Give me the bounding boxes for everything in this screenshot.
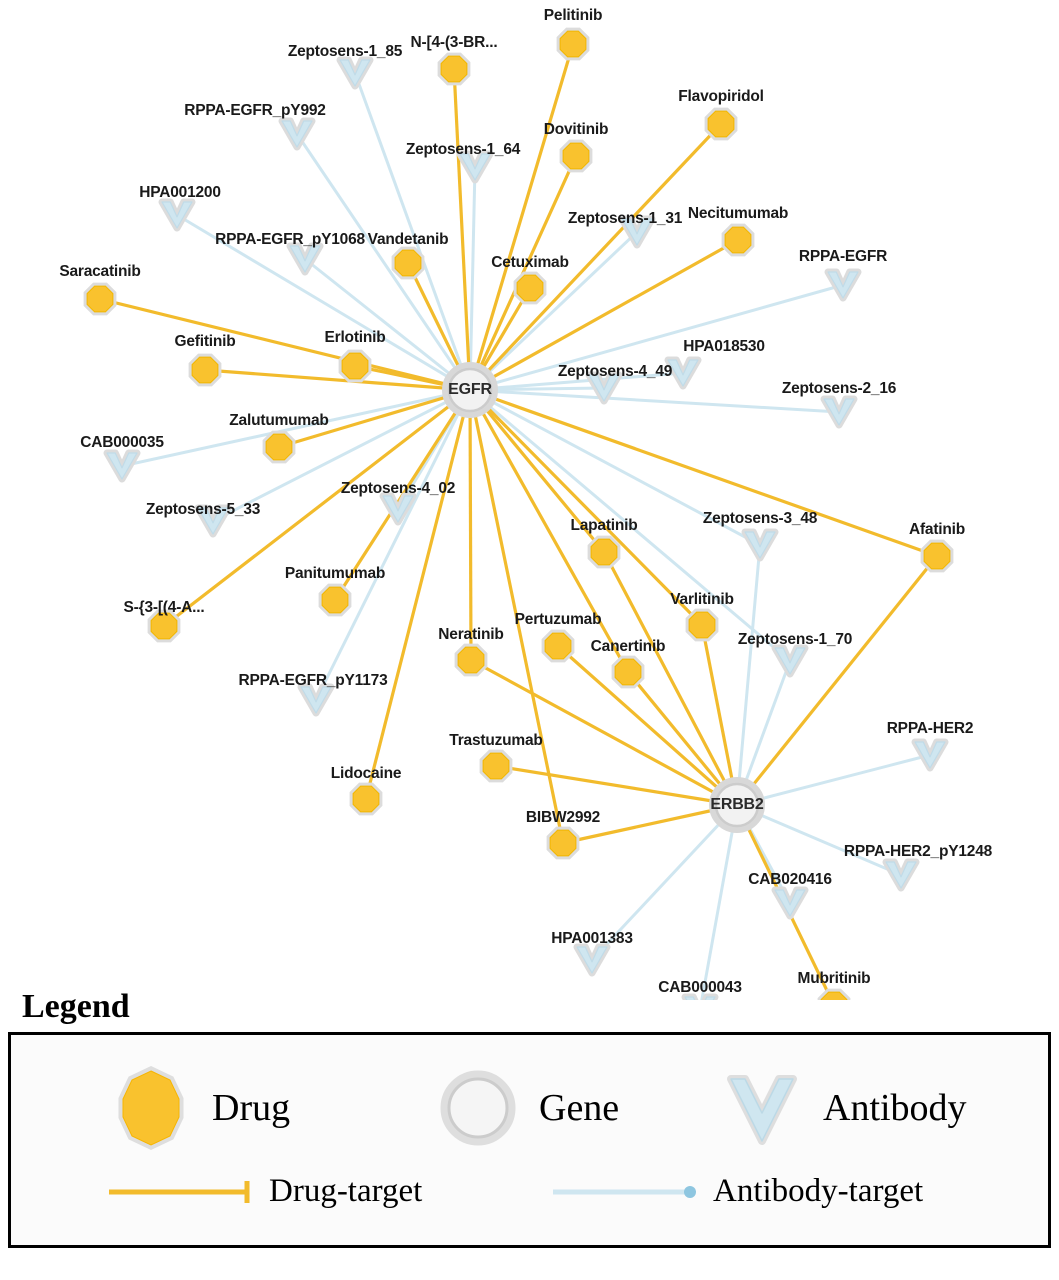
drug-node[interactable] <box>458 647 484 673</box>
drug-label: BIBW2992 <box>525 809 601 826</box>
antibody-label: CAB000043 <box>658 979 742 996</box>
drug-node[interactable] <box>689 612 715 638</box>
antibody-icon <box>717 1063 807 1153</box>
drug-node[interactable] <box>517 275 543 301</box>
drug-node[interactable] <box>924 543 950 569</box>
antibody-target-line-icon <box>551 1177 701 1207</box>
drug-label: Neratinib <box>438 626 504 643</box>
drug-label: Canertinib <box>590 638 666 655</box>
antibody-label: HPA018530 <box>683 338 765 355</box>
drug-target-line-icon <box>107 1177 257 1207</box>
antibody-label: CAB000035 <box>80 434 164 451</box>
antibody-label: RPPA-EGFR_pY1068 <box>215 231 365 248</box>
drug-node[interactable] <box>725 227 751 253</box>
antibody-label: Zeptosens-1_85 <box>287 43 403 60</box>
drug-node[interactable] <box>87 286 113 312</box>
antibody-label: RPPA-EGFR_pY1173 <box>238 672 388 689</box>
drug-label: Saracatinib <box>59 263 141 280</box>
antibody-node[interactable] <box>282 121 312 147</box>
drug-label: Necitumumab <box>687 205 789 222</box>
gene-label: EGFR <box>448 381 492 398</box>
drug-node[interactable] <box>550 830 576 856</box>
antibody-node[interactable] <box>340 60 370 86</box>
antibody-label: Zeptosens-1_64 <box>405 141 521 158</box>
antibody-label: Zeptosens-3_48 <box>702 510 818 527</box>
drug-label: Flavopiridol <box>678 88 764 105</box>
antibody-label: HPA001200 <box>139 184 221 201</box>
drug-node[interactable] <box>545 633 571 659</box>
legend-antibody-target <box>551 1173 923 1210</box>
drug-label: Dovitinib <box>543 121 609 138</box>
drug-label: Gefitinib <box>174 333 236 350</box>
legend-drug-target <box>107 1173 422 1210</box>
antibody-label: RPPA-EGFR_pY992 <box>184 102 326 119</box>
antibody-label: Zeptosens-4_49 <box>557 363 673 380</box>
drug-label: Afatinib <box>908 521 966 538</box>
drug-label: Varlitinib <box>670 591 734 608</box>
drug-label: Pertuzumab <box>514 611 602 628</box>
antibody-node[interactable] <box>162 202 192 228</box>
drug-node[interactable] <box>560 31 586 57</box>
legend-box <box>8 1032 1051 1248</box>
antibody-node[interactable] <box>577 947 607 973</box>
drug-node[interactable] <box>192 357 218 383</box>
legend-gene-label: Gene <box>539 1087 620 1129</box>
legend-antibody-label: Antibody <box>823 1087 967 1129</box>
legend-drug <box>106 1063 290 1153</box>
drug-label: S-{3-[(4-A... <box>123 599 205 616</box>
antibody-node[interactable] <box>107 453 137 479</box>
drug-node[interactable] <box>483 753 509 779</box>
drug-node[interactable] <box>441 56 467 82</box>
legend-antibody-target-label: Antibody-target <box>713 1173 924 1209</box>
drug-node[interactable] <box>615 659 641 685</box>
antibody-node[interactable] <box>828 272 858 298</box>
antibody-label: HPA001383 <box>551 930 633 947</box>
antibody-label: Zeptosens-1_31 <box>567 210 683 227</box>
drug-label: Pelitinib <box>543 7 603 24</box>
legend-gene <box>433 1063 619 1153</box>
drug-label: Trastuzumab <box>449 732 543 749</box>
legend-drug-label: Drug <box>212 1087 291 1129</box>
antibody-label: RPPA-EGFR <box>798 248 888 265</box>
gene-icon <box>433 1063 523 1153</box>
antibody-node[interactable] <box>301 687 331 713</box>
drug-label: Zalutumumab <box>229 412 329 429</box>
antibody-label: Zeptosens-4_02 <box>340 480 456 497</box>
drug-node[interactable] <box>563 143 589 169</box>
drug-label: Erlotinib <box>324 329 386 346</box>
drug-label: Cetuximab <box>491 254 569 271</box>
drug-node[interactable] <box>353 786 379 812</box>
drug-label: Panitumumab <box>284 565 386 582</box>
antibody-label: Zeptosens-5_33 <box>145 501 261 518</box>
drug-label: Lidocaine <box>330 765 402 782</box>
drug-label: Mubritinib <box>797 970 871 987</box>
antibody-label: CAB020416 <box>748 871 832 888</box>
legend-title: Legend <box>22 988 130 1025</box>
antibody-node[interactable] <box>668 360 698 386</box>
antibody-node[interactable] <box>775 648 805 674</box>
antibody-label: Zeptosens-2_16 <box>781 380 897 397</box>
antibody-label: Zeptosens-1_70 <box>737 631 853 648</box>
legend <box>0 988 1059 1248</box>
drug-label: Vandetanib <box>367 231 449 248</box>
drug-label: Lapatinib <box>570 517 638 534</box>
drug-node[interactable] <box>266 434 292 460</box>
drug-node[interactable] <box>591 539 617 565</box>
drug-node[interactable] <box>395 250 421 276</box>
antibody-node[interactable] <box>886 862 916 888</box>
drug-node[interactable] <box>708 111 734 137</box>
antibody-label: RPPA-HER2_pY1248 <box>843 843 993 860</box>
antibody-label: RPPA-HER2 <box>886 720 974 737</box>
drug-label: N-[4-(3-BR... <box>410 34 498 51</box>
drug-icon <box>106 1063 196 1153</box>
antibody-node[interactable] <box>824 399 854 425</box>
antibody-node[interactable] <box>745 532 775 558</box>
antibody-node[interactable] <box>915 742 945 768</box>
antibody-node[interactable] <box>775 890 805 916</box>
legend-antibody <box>717 1063 967 1153</box>
drug-node[interactable] <box>322 587 348 613</box>
drug-node[interactable] <box>342 353 368 379</box>
legend-drug-target-label: Drug-target <box>269 1173 423 1209</box>
gene-label: ERBB2 <box>710 796 764 813</box>
